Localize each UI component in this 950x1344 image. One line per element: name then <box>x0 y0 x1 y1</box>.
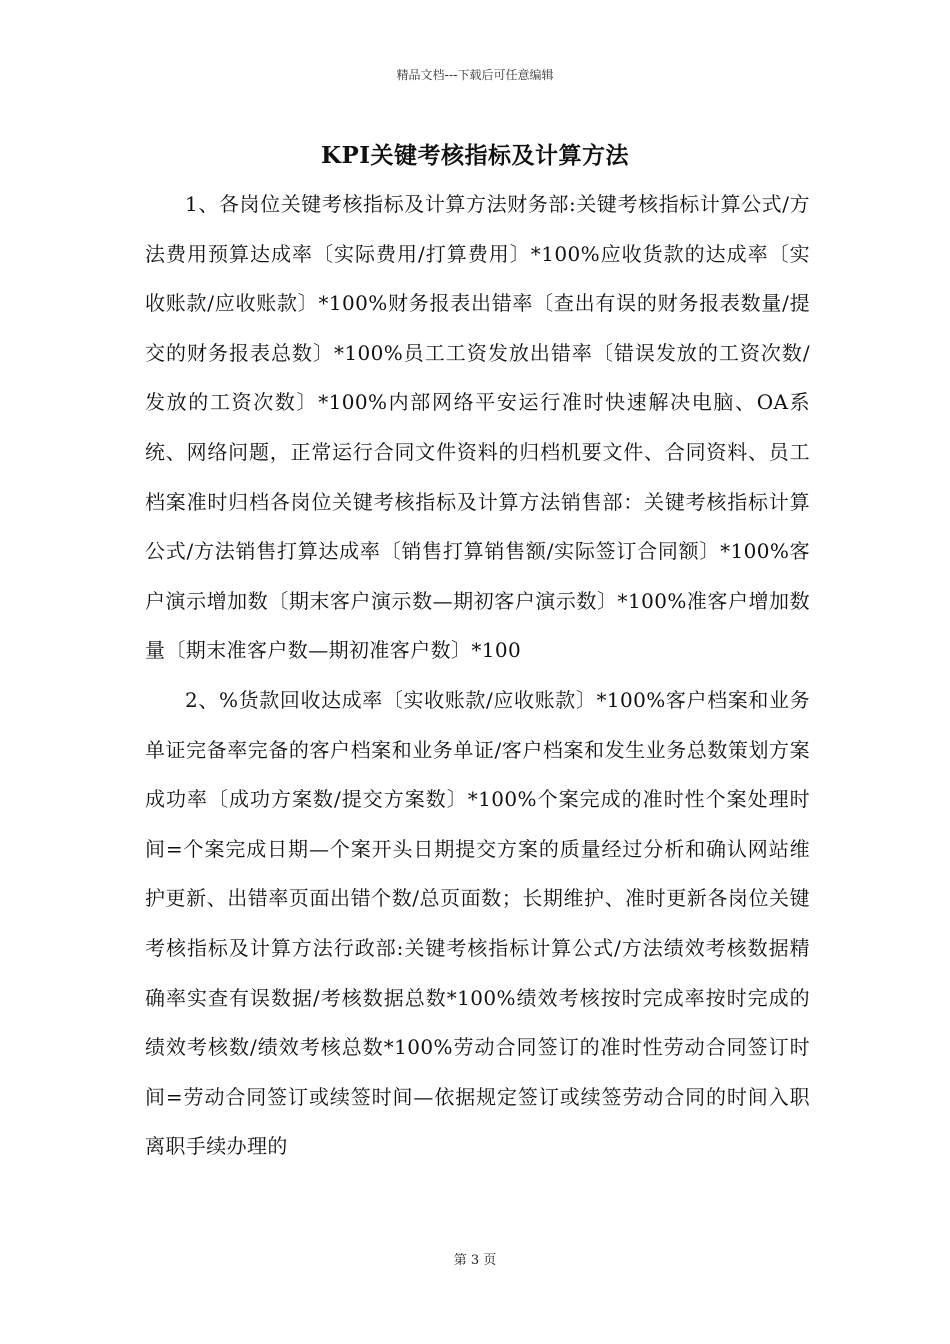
page-header-note: 精品文档---下载后可任意编辑 <box>396 68 554 82</box>
document-title: KPI关键考核指标及计算方法 <box>320 142 630 169</box>
paragraph-2: 2、%货款回收达成率〔实收账款/应收账款〕*100%客户档案和业务单证完备率完备的客户档案和业务单证/客户档案和发生业务总数策划方案成功率〔成功方案数/提交方案数〕*100%个案完成的准时性个案处理时间=个案完成日期—个案开头日期提交方案的质量经过分析和确认网站维护更新、出错率页面出错个数/总页面数；长期维护、准时更新各岗位关键考核指标及计算方法行政部:关键考核指标计算公式/方法绩效考核数据精确率实查有误数据/考核数据总数*100%绩效考核按时完成率按时完成的绩效考核数/绩效考核总数*100%劳动合同签订的准时性劳动合同签订时间=劳动合同签订或续签时间—依据规定签订或续签劳动合同的时间入职离职手续办理的 <box>145 687 810 1159</box>
page-number: 第 3 页 <box>453 1253 497 1268</box>
paragraph-1: 1、各岗位关键考核指标及计算方法财务部:关键考核指标计算公式/方法费用预算达成率〔实际费用/打算费用〕*100%应收货款的达成率〔实收账款/应收账款〕*100%财务报表出错率〔查出有误的财务报表数量/提交的财务报表总数〕*100%员工工资发放出错率〔错误发放的工资次数/发放的工资次数〕*100%内部网络平安运行准时快速解决电脑、OA系统、网络问题，正常运行合同文件资料的归档机要文件、合同资料、员工档案准时归档各岗位关键考核指标及计算方法销售部：关键考核指标计算公式/方法销售打算达成率〔销售打算销售额/实际签订合同额〕*100%客户演示增加数〔期末客户演示数—期初客户演示数〕*100%准客户增加数量〔期末准客户数—期初准客户数〕*100 <box>145 192 810 663</box>
document-body <box>145 180 810 1172</box>
